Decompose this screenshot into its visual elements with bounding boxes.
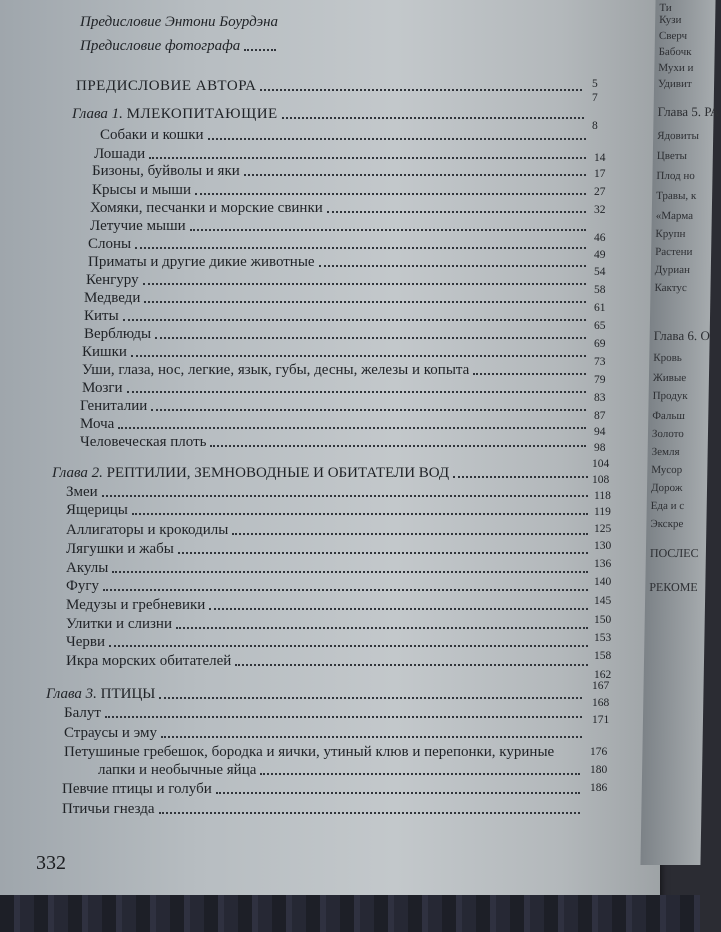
page-ref: 98 xyxy=(594,442,606,454)
toc-entry: Улитки и слизни xyxy=(66,616,592,633)
facing-page-text: ПОСЛЕС xyxy=(649,546,699,560)
toc-entry: Страусы и эму xyxy=(64,725,586,742)
toc-entry: Медузы и гребневики xyxy=(66,597,592,614)
page-ref: 65 xyxy=(594,320,606,332)
facing-page-text: Крупн xyxy=(655,228,686,240)
page-ref: 94 xyxy=(594,426,606,438)
page-ref: 61 xyxy=(594,302,606,314)
toc-entry: Фугу xyxy=(66,578,592,595)
page-ref: 162 xyxy=(594,669,612,681)
page-ref: 17 xyxy=(594,168,606,180)
toc-entry: Собаки и кошки xyxy=(100,127,590,144)
page-ref: 8 xyxy=(592,120,598,132)
toc-entry: Змеи xyxy=(66,484,592,501)
toc-entry: Балут xyxy=(64,705,586,722)
toc-entry: Хомяки, песчанки и морские свинки xyxy=(90,200,590,217)
facing-page-text: Глава 6. О xyxy=(653,328,710,343)
facing-page-text: Кровь xyxy=(653,352,682,364)
facing-page-text: Земля xyxy=(651,446,680,458)
facing-page-text: Дорож xyxy=(650,482,683,494)
page-ref: 158 xyxy=(594,650,612,662)
toc-entry: Моча xyxy=(80,416,590,433)
facing-page-text: Ти xyxy=(659,2,672,14)
facing-page-text: Ядовиты xyxy=(657,130,699,142)
facing-page-text: Травы, к xyxy=(656,190,697,202)
page-ref: 46 xyxy=(594,232,606,244)
toc-entry: Предисловие фотографа xyxy=(80,38,280,55)
facing-page-text: Кузи xyxy=(659,14,682,26)
chapter-heading: Глава 3. ПТИЦЫ xyxy=(46,686,586,703)
toc-entry: Икра морских обитателей xyxy=(66,653,592,670)
page-ref: 136 xyxy=(594,558,612,570)
page-ref: 7 xyxy=(592,92,598,104)
toc-entry: Певчие птицы и голуби xyxy=(62,781,584,798)
toc-entry: Петушиные гребешок, бородка и яички, утиный клюв и перепонки, куриные xyxy=(64,744,555,760)
page-ref: 54 xyxy=(594,266,606,278)
page-ref: 69 xyxy=(594,338,606,350)
toc-entry: Приматы и другие дикие животные xyxy=(88,254,590,271)
page-ref: 87 xyxy=(594,410,606,422)
toc-entry: Кишки xyxy=(82,344,590,361)
toc-entry: Человеческая плоть xyxy=(80,434,590,451)
page-ref: 171 xyxy=(592,714,610,726)
facing-page-text: Плод но xyxy=(656,170,695,182)
facing-page-text: Кактус xyxy=(654,282,687,294)
page-ref: 140 xyxy=(594,576,612,588)
facing-page-text: Мусор xyxy=(651,464,683,476)
page-ref: 118 xyxy=(594,490,611,502)
facing-page-text: «Марма xyxy=(655,210,694,222)
page-ref: 49 xyxy=(594,249,606,261)
chapter-heading: Глава 2. РЕПТИЛИИ, ЗЕМНОВОДНЫЕ И ОБИТАТЕЛИ ВОД xyxy=(52,465,592,482)
page-ref: 176 xyxy=(590,746,608,758)
toc-entry: Предисловие Энтони Боурдэна xyxy=(80,14,279,30)
facing-page-text: Золото xyxy=(651,428,684,440)
facing-page-text: РЕКОМЕ xyxy=(649,580,698,594)
page-ref: 27 xyxy=(594,186,606,198)
toc-entry: Уши, глаза, нос, легкие, язык, губы, десны, железы и копыта xyxy=(82,362,590,379)
toc-entry: Слоны xyxy=(88,236,590,253)
facing-page-text: Растени xyxy=(655,246,693,258)
page-ref: 73 xyxy=(594,356,606,368)
toc-entry: Верблюды xyxy=(84,326,590,343)
page-ref: 104 xyxy=(592,458,610,470)
page-ref: 180 xyxy=(590,764,608,776)
toc-entry: Летучие мыши xyxy=(90,218,590,235)
page-ref: 153 xyxy=(594,632,612,644)
toc-entry: Гениталии xyxy=(80,398,590,415)
facing-page-text: Дуриан xyxy=(654,264,691,276)
toc-entry: Лошади xyxy=(94,146,590,163)
facing-page-text: Живые xyxy=(652,372,687,384)
toc-entry: Лягушки и жабы xyxy=(66,541,592,558)
background-fabric xyxy=(0,895,700,932)
page-ref: 83 xyxy=(594,392,606,404)
toc-entry: ПРЕДИСЛОВИЕ АВТОРА xyxy=(76,78,586,95)
page-ref: 167 xyxy=(592,680,610,692)
toc-entry: Кенгуру xyxy=(86,272,590,289)
page-ref: 32 xyxy=(594,204,606,216)
toc-entry: Черви xyxy=(66,634,592,651)
page-ref: 58 xyxy=(594,284,606,296)
page-ref: 5 xyxy=(592,78,598,90)
page-ref: 119 xyxy=(594,506,611,518)
page-ref: 145 xyxy=(594,595,612,607)
facing-page-text: Продук xyxy=(652,390,688,402)
page-ref: 125 xyxy=(594,523,612,535)
facing-page-text: Удивит xyxy=(657,78,692,90)
toc-entry: лапки и необычные яйца xyxy=(98,762,584,779)
facing-page-text: Глава 5. РА xyxy=(657,104,720,119)
page-ref: 168 xyxy=(592,697,610,709)
chapter-heading: Глава 1. МЛЕКОПИТАЮЩИЕ xyxy=(72,106,588,123)
toc-entry: Акулы xyxy=(66,560,592,577)
toc-entry: Ящерицы xyxy=(66,502,592,519)
toc-entry: Мозги xyxy=(82,380,590,397)
toc-entry: Медведи xyxy=(84,290,590,307)
toc-entry: Птичьи гнезда xyxy=(62,801,584,818)
toc-entry: Киты xyxy=(84,308,590,325)
facing-page-text: Фальш xyxy=(652,410,686,422)
facing-page-text: Еда и с xyxy=(650,500,685,512)
page-ref: 79 xyxy=(594,374,606,386)
page-ref: 14 xyxy=(594,152,606,164)
page-ref: 108 xyxy=(592,474,610,486)
facing-page-text: Мухи и xyxy=(658,62,694,74)
toc-entry: Бизоны, буйволы и яки xyxy=(92,163,590,180)
toc-entry: Аллигаторы и крокодилы xyxy=(66,522,592,539)
toc-entry: Крысы и мыши xyxy=(92,182,590,199)
facing-page-text: Сверч xyxy=(658,30,688,42)
facing-page-text: Бабочк xyxy=(658,46,692,58)
page-ref: 150 xyxy=(594,614,612,626)
facing-page-text: Цветы xyxy=(656,150,688,162)
page-ref: 186 xyxy=(590,782,608,794)
page-ref: 130 xyxy=(594,540,612,552)
page-number: 332 xyxy=(36,852,66,874)
facing-page-text: Экскре xyxy=(650,518,684,530)
